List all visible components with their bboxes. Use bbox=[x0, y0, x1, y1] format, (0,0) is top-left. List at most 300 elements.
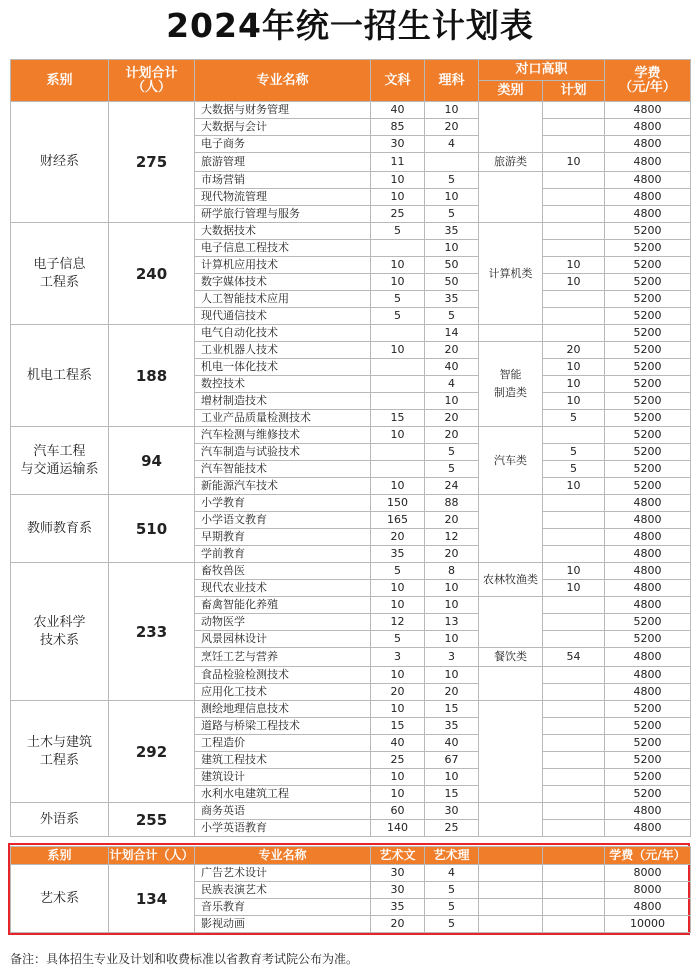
major-name: 建筑设计 bbox=[195, 769, 371, 786]
art-blank-cell bbox=[543, 916, 605, 933]
wenke-value: 5 bbox=[371, 308, 425, 325]
wenke-value: 15 bbox=[371, 410, 425, 427]
art-wen-value: 30 bbox=[371, 865, 425, 882]
wenke-value: 5 bbox=[371, 291, 425, 308]
major-name: 旅游管理 bbox=[195, 153, 371, 172]
fee-value: 4800 bbox=[605, 102, 691, 119]
dept-total: 275 bbox=[109, 102, 195, 223]
wenke-value: 25 bbox=[371, 206, 425, 223]
fee-value: 5200 bbox=[605, 735, 691, 752]
duikou-category-label: 计算机类 bbox=[488, 266, 533, 280]
like-value: 30 bbox=[425, 803, 479, 820]
fee-value: 4800 bbox=[605, 172, 691, 189]
like-value: 20 bbox=[425, 546, 479, 563]
major-name: 测绘地理信息技术 bbox=[195, 701, 371, 718]
art-li-value: 5 bbox=[425, 899, 479, 916]
fee-value: 4800 bbox=[605, 189, 691, 206]
art-header-art-wen: 艺术文 bbox=[371, 847, 425, 865]
art-header-dept: 系别 bbox=[11, 847, 109, 865]
art-dept-name: 艺术系 bbox=[11, 865, 109, 933]
dept-name: 土木与建筑 工程系 bbox=[26, 734, 92, 768]
like-value: 4 bbox=[425, 136, 479, 153]
like-value: 20 bbox=[425, 427, 479, 444]
duikou-plan-value bbox=[543, 206, 605, 223]
duikou-plan-value bbox=[543, 308, 605, 325]
like-value: 15 bbox=[425, 701, 479, 718]
art-major-name: 广告艺术设计 bbox=[195, 865, 371, 882]
duikou-category-label: 农林牧渔类 bbox=[483, 572, 538, 586]
like-value: 10 bbox=[425, 631, 479, 648]
wenke-value: 60 bbox=[371, 803, 425, 820]
duikou-plan-value: 10 bbox=[543, 274, 605, 291]
like-value: 40 bbox=[425, 359, 479, 376]
like-value: 50 bbox=[425, 274, 479, 291]
duikou-plan-value bbox=[543, 701, 605, 718]
like-value: 14 bbox=[425, 325, 479, 342]
like-value: 12 bbox=[425, 529, 479, 546]
fee-value: 4800 bbox=[605, 119, 691, 136]
duikou-plan-value bbox=[543, 820, 605, 837]
duikou-plan-value: 5 bbox=[543, 461, 605, 478]
table-row bbox=[11, 701, 691, 718]
duikou-plan-value bbox=[543, 803, 605, 820]
like-value: 35 bbox=[425, 718, 479, 735]
major-name: 早期教育 bbox=[195, 529, 371, 546]
table-row bbox=[11, 803, 691, 820]
fee-value: 5200 bbox=[605, 257, 691, 274]
header-fee bbox=[605, 60, 691, 102]
fee-value: 5200 bbox=[605, 291, 691, 308]
header-like: 理科 bbox=[425, 60, 479, 102]
like-value: 13 bbox=[425, 614, 479, 631]
fee-value: 5200 bbox=[605, 325, 691, 342]
duikou-plan-value bbox=[543, 614, 605, 631]
wenke-value: 10 bbox=[371, 257, 425, 274]
fee-value: 5200 bbox=[605, 614, 691, 631]
dept-total: 233 bbox=[109, 563, 195, 701]
major-name: 电子信息工程技术 bbox=[195, 240, 371, 257]
duikou-category-label: 智能 制造类 bbox=[494, 368, 527, 399]
like-value: 10 bbox=[425, 102, 479, 119]
duikou-category bbox=[479, 803, 543, 837]
like-value: 88 bbox=[425, 495, 479, 512]
art-table-row bbox=[11, 865, 691, 882]
major-name: 水利水电建筑工程 bbox=[195, 786, 371, 803]
wenke-value: 5 bbox=[371, 631, 425, 648]
enrollment-plan-table bbox=[10, 59, 691, 837]
art-plan-table bbox=[10, 846, 691, 933]
major-name: 增材制造技术 bbox=[195, 393, 371, 410]
major-name: 现代农业技术 bbox=[195, 580, 371, 597]
dept-name-cell bbox=[11, 701, 109, 803]
header-dept: 系别 bbox=[11, 60, 109, 102]
duikou-category bbox=[479, 597, 543, 648]
art-fee-value: 4800 bbox=[605, 899, 691, 916]
fee-value: 5200 bbox=[605, 359, 691, 376]
header-duikou-plan: 计划 bbox=[543, 81, 605, 102]
major-name: 大数据与财务管理 bbox=[195, 102, 371, 119]
like-value: 10 bbox=[425, 597, 479, 614]
major-name: 大数据与会计 bbox=[195, 119, 371, 136]
major-name: 食品检验检测技术 bbox=[195, 667, 371, 684]
wenke-value bbox=[371, 359, 425, 376]
duikou-plan-value bbox=[543, 512, 605, 529]
dept-name: 汽车工程 与交通运输系 bbox=[20, 443, 99, 477]
like-value: 5 bbox=[425, 308, 479, 325]
fee-value: 5200 bbox=[605, 769, 691, 786]
wenke-value: 10 bbox=[371, 667, 425, 684]
duikou-plan-value: 10 bbox=[543, 580, 605, 597]
major-name: 小学语文教育 bbox=[195, 512, 371, 529]
art-major-name: 民族表演艺术 bbox=[195, 882, 371, 899]
table-row bbox=[11, 223, 691, 240]
duikou-plan-value bbox=[543, 189, 605, 206]
major-name: 汽车制造与试验技术 bbox=[195, 444, 371, 461]
duikou-category bbox=[479, 563, 543, 597]
art-header-art-li: 艺术理 bbox=[425, 847, 479, 865]
art-header-plan-total: 计划合计（人） bbox=[109, 847, 195, 865]
duikou-plan-value bbox=[543, 546, 605, 563]
like-value: 50 bbox=[425, 257, 479, 274]
fee-value: 5200 bbox=[605, 393, 691, 410]
table-row bbox=[11, 325, 691, 342]
wenke-value: 15 bbox=[371, 718, 425, 735]
fee-value: 5200 bbox=[605, 478, 691, 495]
major-name: 工业机器人技术 bbox=[195, 342, 371, 359]
header-fee-text: 学费 （元/年） bbox=[619, 65, 676, 95]
like-value: 24 bbox=[425, 478, 479, 495]
art-li-value: 5 bbox=[425, 916, 479, 933]
header-plan-total-text: 计划合计 （人） bbox=[125, 65, 178, 95]
dept-name-cell bbox=[11, 223, 109, 325]
major-name: 汽车检测与维修技术 bbox=[195, 427, 371, 444]
wenke-value: 40 bbox=[371, 735, 425, 752]
major-name: 研学旅行管理与服务 bbox=[195, 206, 371, 223]
duikou-category-label: 旅游类 bbox=[494, 155, 527, 168]
duikou-plan-value bbox=[543, 223, 605, 240]
wenke-value: 12 bbox=[371, 614, 425, 631]
wenke-value: 11 bbox=[371, 153, 425, 172]
major-name: 市场营销 bbox=[195, 172, 371, 189]
major-name: 动物医学 bbox=[195, 614, 371, 631]
wenke-value bbox=[371, 461, 425, 478]
fee-value: 5200 bbox=[605, 240, 691, 257]
dept-total: 510 bbox=[109, 495, 195, 563]
major-name: 工程造价 bbox=[195, 735, 371, 752]
like-value: 5 bbox=[425, 444, 479, 461]
fee-value: 5200 bbox=[605, 752, 691, 769]
wenke-value: 10 bbox=[371, 189, 425, 206]
art-blank-cell bbox=[479, 882, 543, 899]
duikou-category bbox=[479, 153, 543, 172]
art-fee-value: 8000 bbox=[605, 865, 691, 882]
fee-value: 4800 bbox=[605, 529, 691, 546]
duikou-plan-value: 10 bbox=[543, 257, 605, 274]
dept-name: 财经系 bbox=[39, 154, 79, 169]
art-major-name: 音乐教育 bbox=[195, 899, 371, 916]
wenke-value: 10 bbox=[371, 342, 425, 359]
wenke-value: 3 bbox=[371, 648, 425, 667]
major-name: 烹饪工艺与营养 bbox=[195, 648, 371, 667]
wenke-value: 165 bbox=[371, 512, 425, 529]
art-blank-cell bbox=[543, 865, 605, 882]
duikou-category bbox=[479, 495, 543, 563]
header-duikou: 对口高职 bbox=[479, 60, 605, 81]
duikou-plan-value: 5 bbox=[543, 444, 605, 461]
fee-value: 5200 bbox=[605, 444, 691, 461]
fee-value: 5200 bbox=[605, 274, 691, 291]
wenke-value bbox=[371, 376, 425, 393]
duikou-plan-value bbox=[543, 529, 605, 546]
table-row bbox=[11, 495, 691, 512]
like-value: 5 bbox=[425, 461, 479, 478]
dept-name-cell bbox=[11, 427, 109, 495]
wenke-value: 30 bbox=[371, 136, 425, 153]
major-name: 数控技术 bbox=[195, 376, 371, 393]
duikou-plan-value bbox=[543, 291, 605, 308]
art-major-name: 影视动画 bbox=[195, 916, 371, 933]
wenke-value bbox=[371, 240, 425, 257]
art-blank-cell bbox=[479, 865, 543, 882]
duikou-plan-value bbox=[543, 631, 605, 648]
fee-value: 5200 bbox=[605, 701, 691, 718]
major-name: 应用化工技术 bbox=[195, 684, 371, 701]
wenke-value: 20 bbox=[371, 684, 425, 701]
major-name: 电子商务 bbox=[195, 136, 371, 153]
major-name: 人工智能技术应用 bbox=[195, 291, 371, 308]
like-value: 5 bbox=[425, 172, 479, 189]
major-name: 计算机应用技术 bbox=[195, 257, 371, 274]
duikou-plan-value: 10 bbox=[543, 359, 605, 376]
fee-value: 4800 bbox=[605, 580, 691, 597]
wenke-value: 5 bbox=[371, 563, 425, 580]
major-name: 现代物流管理 bbox=[195, 189, 371, 206]
table-row bbox=[11, 427, 691, 444]
art-blank-cell bbox=[479, 916, 543, 933]
fee-value: 5200 bbox=[605, 308, 691, 325]
like-value: 35 bbox=[425, 223, 479, 240]
dept-name-cell bbox=[11, 803, 109, 837]
fee-value: 5200 bbox=[605, 427, 691, 444]
major-name: 畜牧兽医 bbox=[195, 563, 371, 580]
duikou-plan-value bbox=[543, 684, 605, 701]
header-plan-total bbox=[109, 60, 195, 102]
fee-value: 5200 bbox=[605, 718, 691, 735]
duikou-category bbox=[479, 342, 543, 427]
art-header-fee: 学费（元/年） bbox=[605, 847, 691, 865]
like-value: 10 bbox=[425, 189, 479, 206]
fee-value: 5200 bbox=[605, 410, 691, 427]
major-name: 商务英语 bbox=[195, 803, 371, 820]
duikou-plan-value bbox=[543, 667, 605, 684]
duikou-plan-value: 20 bbox=[543, 342, 605, 359]
duikou-category bbox=[479, 172, 543, 223]
header-wenke: 文科 bbox=[371, 60, 425, 102]
fee-value: 4800 bbox=[605, 206, 691, 223]
duikou-plan-value bbox=[543, 119, 605, 136]
duikou-category-label: 餐饮类 bbox=[494, 650, 527, 663]
duikou-plan-value bbox=[543, 786, 605, 803]
duikou-plan-value bbox=[543, 102, 605, 119]
major-name: 新能源汽车技术 bbox=[195, 478, 371, 495]
duikou-category bbox=[479, 102, 543, 153]
like-value: 67 bbox=[425, 752, 479, 769]
duikou-plan-value: 10 bbox=[543, 153, 605, 172]
dept-name: 教师教育系 bbox=[26, 520, 92, 536]
wenke-value: 35 bbox=[371, 546, 425, 563]
header-duikou-cat: 类别 bbox=[479, 81, 543, 102]
table-row bbox=[11, 563, 691, 580]
dept-name: 农业科学 技术系 bbox=[33, 614, 86, 648]
art-wen-value: 30 bbox=[371, 882, 425, 899]
like-value: 20 bbox=[425, 342, 479, 359]
like-value: 4 bbox=[425, 376, 479, 393]
art-header-blank-1 bbox=[479, 847, 543, 865]
wenke-value: 10 bbox=[371, 769, 425, 786]
art-li-value: 4 bbox=[425, 865, 479, 882]
art-wen-value: 35 bbox=[371, 899, 425, 916]
duikou-plan-value bbox=[543, 718, 605, 735]
duikou-category bbox=[479, 648, 543, 667]
duikou-plan-value bbox=[543, 136, 605, 153]
duikou-plan-value bbox=[543, 427, 605, 444]
like-value: 35 bbox=[425, 291, 479, 308]
dept-name: 电子信息 工程系 bbox=[33, 256, 86, 290]
like-value: 10 bbox=[425, 769, 479, 786]
fee-value: 4800 bbox=[605, 684, 691, 701]
like-value: 5 bbox=[425, 206, 479, 223]
wenke-value: 10 bbox=[371, 580, 425, 597]
fee-value: 4800 bbox=[605, 136, 691, 153]
like-value: 3 bbox=[425, 648, 479, 667]
like-value: 10 bbox=[425, 393, 479, 410]
dept-name-cell bbox=[11, 325, 109, 427]
wenke-value: 10 bbox=[371, 597, 425, 614]
wenke-value: 140 bbox=[371, 820, 425, 837]
art-header-major: 专业名称 bbox=[195, 847, 371, 865]
duikou-plan-value bbox=[543, 752, 605, 769]
table-row bbox=[11, 102, 691, 119]
like-value: 15 bbox=[425, 786, 479, 803]
like-value: 20 bbox=[425, 410, 479, 427]
major-name: 小学教育 bbox=[195, 495, 371, 512]
duikou-category bbox=[479, 325, 543, 342]
dept-total: 188 bbox=[109, 325, 195, 427]
fee-value: 5200 bbox=[605, 376, 691, 393]
like-value: 20 bbox=[425, 684, 479, 701]
like-value: 20 bbox=[425, 119, 479, 136]
art-blank-cell bbox=[543, 899, 605, 916]
duikou-plan-value bbox=[543, 172, 605, 189]
art-dept-total: 134 bbox=[109, 865, 195, 933]
fee-value: 4800 bbox=[605, 648, 691, 667]
wenke-value bbox=[371, 393, 425, 410]
like-value: 10 bbox=[425, 580, 479, 597]
major-name: 道路与桥梁工程技术 bbox=[195, 718, 371, 735]
wenke-value: 10 bbox=[371, 274, 425, 291]
duikou-plan-value: 10 bbox=[543, 393, 605, 410]
dept-total: 94 bbox=[109, 427, 195, 495]
major-name: 学前教育 bbox=[195, 546, 371, 563]
wenke-value: 10 bbox=[371, 172, 425, 189]
major-name: 风景园林设计 bbox=[195, 631, 371, 648]
dept-name-cell bbox=[11, 495, 109, 563]
art-blank-cell bbox=[479, 899, 543, 916]
wenke-value: 150 bbox=[371, 495, 425, 512]
like-value: 25 bbox=[425, 820, 479, 837]
duikou-plan-value bbox=[543, 769, 605, 786]
major-name: 现代通信技术 bbox=[195, 308, 371, 325]
duikou-category-label: 汽车类 bbox=[494, 453, 527, 467]
wenke-value: 5 bbox=[371, 223, 425, 240]
duikou-plan-value bbox=[543, 735, 605, 752]
duikou-plan-value: 5 bbox=[543, 410, 605, 427]
dept-total: 292 bbox=[109, 701, 195, 803]
duikou-plan-value: 10 bbox=[543, 478, 605, 495]
dept-name-cell bbox=[11, 563, 109, 701]
wenke-value: 10 bbox=[371, 427, 425, 444]
page-title: 2024年统一招生计划表 bbox=[166, 6, 534, 45]
fee-value: 5200 bbox=[605, 223, 691, 240]
wenke-value: 40 bbox=[371, 102, 425, 119]
wenke-value bbox=[371, 444, 425, 461]
fee-value: 4800 bbox=[605, 153, 691, 172]
like-value: 8 bbox=[425, 563, 479, 580]
duikou-plan-value: 54 bbox=[543, 648, 605, 667]
like-value: 40 bbox=[425, 735, 479, 752]
duikou-plan-value bbox=[543, 495, 605, 512]
dept-total: 255 bbox=[109, 803, 195, 837]
fee-value: 4800 bbox=[605, 546, 691, 563]
duikou-category bbox=[479, 701, 543, 803]
duikou-plan-value bbox=[543, 597, 605, 614]
like-value bbox=[425, 153, 479, 172]
fee-value: 4800 bbox=[605, 597, 691, 614]
header-major: 专业名称 bbox=[195, 60, 371, 102]
major-name: 电气自动化技术 bbox=[195, 325, 371, 342]
duikou-category bbox=[479, 223, 543, 325]
art-header-blank-2 bbox=[543, 847, 605, 865]
wenke-value bbox=[371, 325, 425, 342]
fee-value: 4800 bbox=[605, 820, 691, 837]
dept-total: 240 bbox=[109, 223, 195, 325]
fee-value: 5200 bbox=[605, 786, 691, 803]
fee-value: 4800 bbox=[605, 563, 691, 580]
major-name: 数字媒体技术 bbox=[195, 274, 371, 291]
like-value: 10 bbox=[425, 667, 479, 684]
major-name: 小学英语教育 bbox=[195, 820, 371, 837]
duikou-plan-value bbox=[543, 240, 605, 257]
major-name: 汽车智能技术 bbox=[195, 461, 371, 478]
wenke-value: 10 bbox=[371, 786, 425, 803]
footnote: 备注：具体招生专业及计划和收费标准以省教育考试院公布为准。 bbox=[10, 952, 359, 966]
fee-value: 5200 bbox=[605, 461, 691, 478]
art-li-value: 5 bbox=[425, 882, 479, 899]
major-name: 建筑工程技术 bbox=[195, 752, 371, 769]
major-name: 机电一体化技术 bbox=[195, 359, 371, 376]
duikou-plan-value: 10 bbox=[543, 563, 605, 580]
wenke-value: 10 bbox=[371, 701, 425, 718]
wenke-value: 20 bbox=[371, 529, 425, 546]
dept-name-cell bbox=[11, 102, 109, 223]
major-name: 工业产品质量检测技术 bbox=[195, 410, 371, 427]
dept-name: 机电工程系 bbox=[26, 367, 92, 383]
duikou-category bbox=[479, 667, 543, 701]
fee-value: 5200 bbox=[605, 631, 691, 648]
duikou-plan-value bbox=[543, 325, 605, 342]
wenke-value: 85 bbox=[371, 119, 425, 136]
duikou-plan-value: 10 bbox=[543, 376, 605, 393]
